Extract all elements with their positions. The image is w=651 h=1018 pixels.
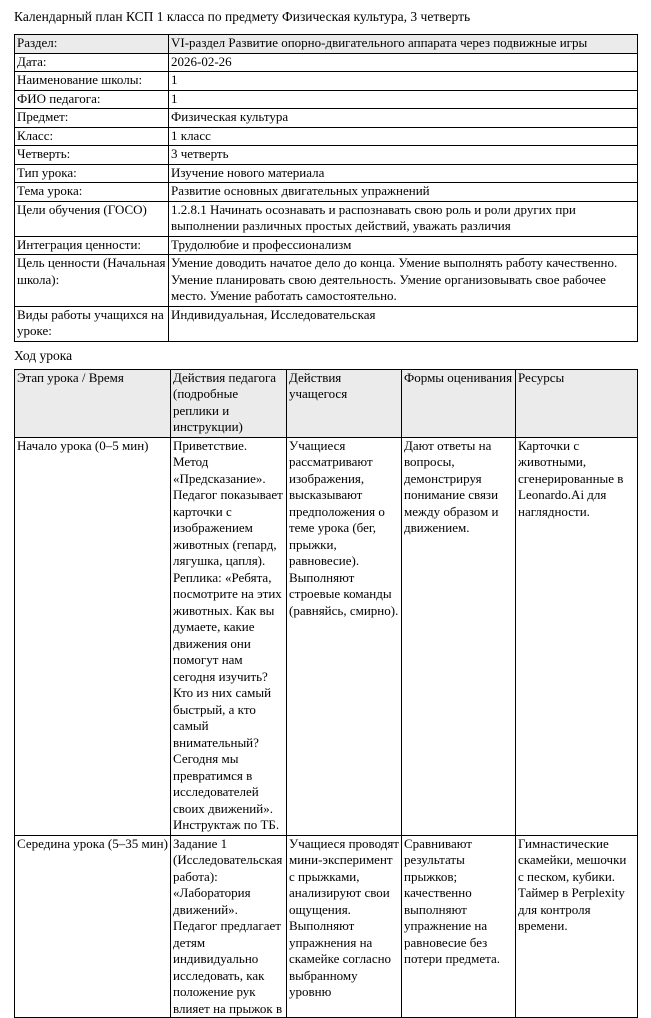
info-label-lesson-type: Тип урока:	[15, 164, 169, 183]
table-row	[15, 127, 638, 146]
info-value-work-types: Индивидуальная, Исследовательская	[169, 306, 638, 341]
cell-stage: Начало урока (0–5 мин)	[15, 437, 171, 835]
column-header-student-actions: Действия учащегося	[287, 369, 402, 437]
info-label-teacher: ФИО педагога:	[15, 90, 169, 109]
info-label-work-types: Виды работы учащихся на уроке:	[15, 306, 169, 341]
info-value-value-goal: Умение доводить начатое дело до конца. Умение выполнять работу качественно. Умение планировать свою деятельность. Умение организовывать свое рабочее место. Умение работать самостоятельно.	[169, 255, 638, 307]
cell-resources-text: Гимнастические скамейки, мешочки с песком, кубики. Таймер в Perplexity для контроля времени.	[518, 835, 627, 934]
cell-assessment: Дают ответы на вопросы, демонстрируя понимание связи между образом и движением.	[402, 437, 516, 835]
cell-resources	[516, 835, 638, 1017]
info-label-date: Дата:	[15, 53, 169, 72]
table-row	[15, 306, 638, 341]
cell-stage-text: Середина урока (5–35 мин)	[17, 835, 168, 851]
info-value-subject: Физическая культура	[169, 109, 638, 128]
info-label-subject: Предмет:	[15, 109, 169, 128]
column-header-teacher-actions: Действия педагога (подробные реплики и инструкции)	[171, 369, 287, 437]
cell-assessment-text: Сравнивают результаты прыжков; качественно выполняют упражнение на равновесие без потери предмета.	[404, 835, 500, 967]
table-row	[15, 164, 638, 183]
page-title: Календарный план КСП 1 класса по предмету Физическая культура, 3 четверть	[14, 9, 471, 24]
cell-resources: Карточки с животными, сгенерированные в Leonardo.Ai для наглядности.	[516, 437, 638, 835]
cell-student-actions: Учащиеся рассматривают изображения, высказывают предположения о теме урока (бег, прыжки, равновесие). Выполняют строевые команды (равняйсь, смирно).	[287, 437, 402, 835]
info-table	[14, 34, 638, 342]
table-row	[15, 53, 638, 72]
info-label-school: Наименование школы:	[15, 72, 169, 91]
info-value-teacher: 1	[169, 90, 638, 109]
table-header-row	[15, 369, 638, 437]
cell-assessment	[402, 835, 516, 1017]
info-label-lesson-theme: Тема урока:	[15, 183, 169, 202]
cell-student-actions	[287, 835, 402, 1017]
info-label-goals: Цели обучения (ГОСО)	[15, 201, 169, 236]
table-row	[15, 835, 638, 1017]
info-value-class: 1 класс	[169, 127, 638, 146]
info-value-razdel: VI-раздел Развитие опорно-двигательного аппарата через подвижные игры	[169, 35, 638, 54]
lesson-flow-table	[14, 369, 638, 1018]
table-row	[15, 201, 638, 236]
info-value-goals: 1.2.8.1 Начинать осознавать и распознавать свою роль и роли других при выполнении различных простых действий, уважать различия	[169, 201, 638, 236]
info-value-lesson-type: Изучение нового материала	[169, 164, 638, 183]
info-label-class: Класс:	[15, 127, 169, 146]
column-header-assessment: Формы оценивания	[402, 369, 516, 437]
column-header-resources: Ресурсы	[516, 369, 638, 437]
table-row	[15, 236, 638, 255]
cell-teacher-actions-text: Задание 1 (Исследовательская работа): «Лаборатория движений». Педагог предлагает детям индивидуально исследовать, как положение рук влияет на прыжок в	[173, 835, 283, 1016]
table-row	[15, 183, 638, 202]
info-value-school: 1	[169, 72, 638, 91]
info-value-date: 2026-02-26	[169, 53, 638, 72]
table-row	[15, 72, 638, 91]
section-heading-lesson-flow: Ход урока	[14, 347, 73, 363]
info-label-razdel: Раздел:	[15, 35, 169, 54]
info-label-values-integration: Интеграция ценности:	[15, 236, 169, 255]
cell-teacher-actions	[171, 835, 287, 1017]
column-header-stage: Этап урока / Время	[15, 369, 171, 437]
info-value-quarter: 3 четверть	[169, 146, 638, 165]
info-label-quarter: Четверть:	[15, 146, 169, 165]
cell-stage	[15, 835, 171, 1017]
table-row	[15, 255, 638, 307]
info-label-value-goal: Цель ценности (Начальная школа):	[15, 255, 169, 307]
table-row	[15, 109, 638, 128]
table-row	[15, 437, 638, 835]
table-row	[15, 146, 638, 165]
table-row	[15, 90, 638, 109]
table-row	[15, 35, 638, 54]
cell-student-actions-text: Учащиеся проводят мини-эксперимент с прыжками, анализируют свои ощущения. Выполняют упражнения на скамейке согласно выбранному уровню	[289, 835, 399, 1000]
cell-teacher-actions: Приветствие. Метод «Предсказание». Педагог показывает карточки с изображением животных (гепард, лягушка, цапля). Реплика: «Ребята, посмотрите на этих животных. Как вы думаете, какие движения они помогут нам сегодня изучить? Кто из них самый быстрый, а кто самый внимательный? Сегодня мы превратимся в исследователей своих движений». Инструктаж по ТБ.	[171, 437, 287, 835]
info-value-values-integration: Трудолюбие и профессионализм	[169, 236, 638, 255]
info-value-lesson-theme: Развитие основных двигательных упражнений	[169, 183, 638, 202]
